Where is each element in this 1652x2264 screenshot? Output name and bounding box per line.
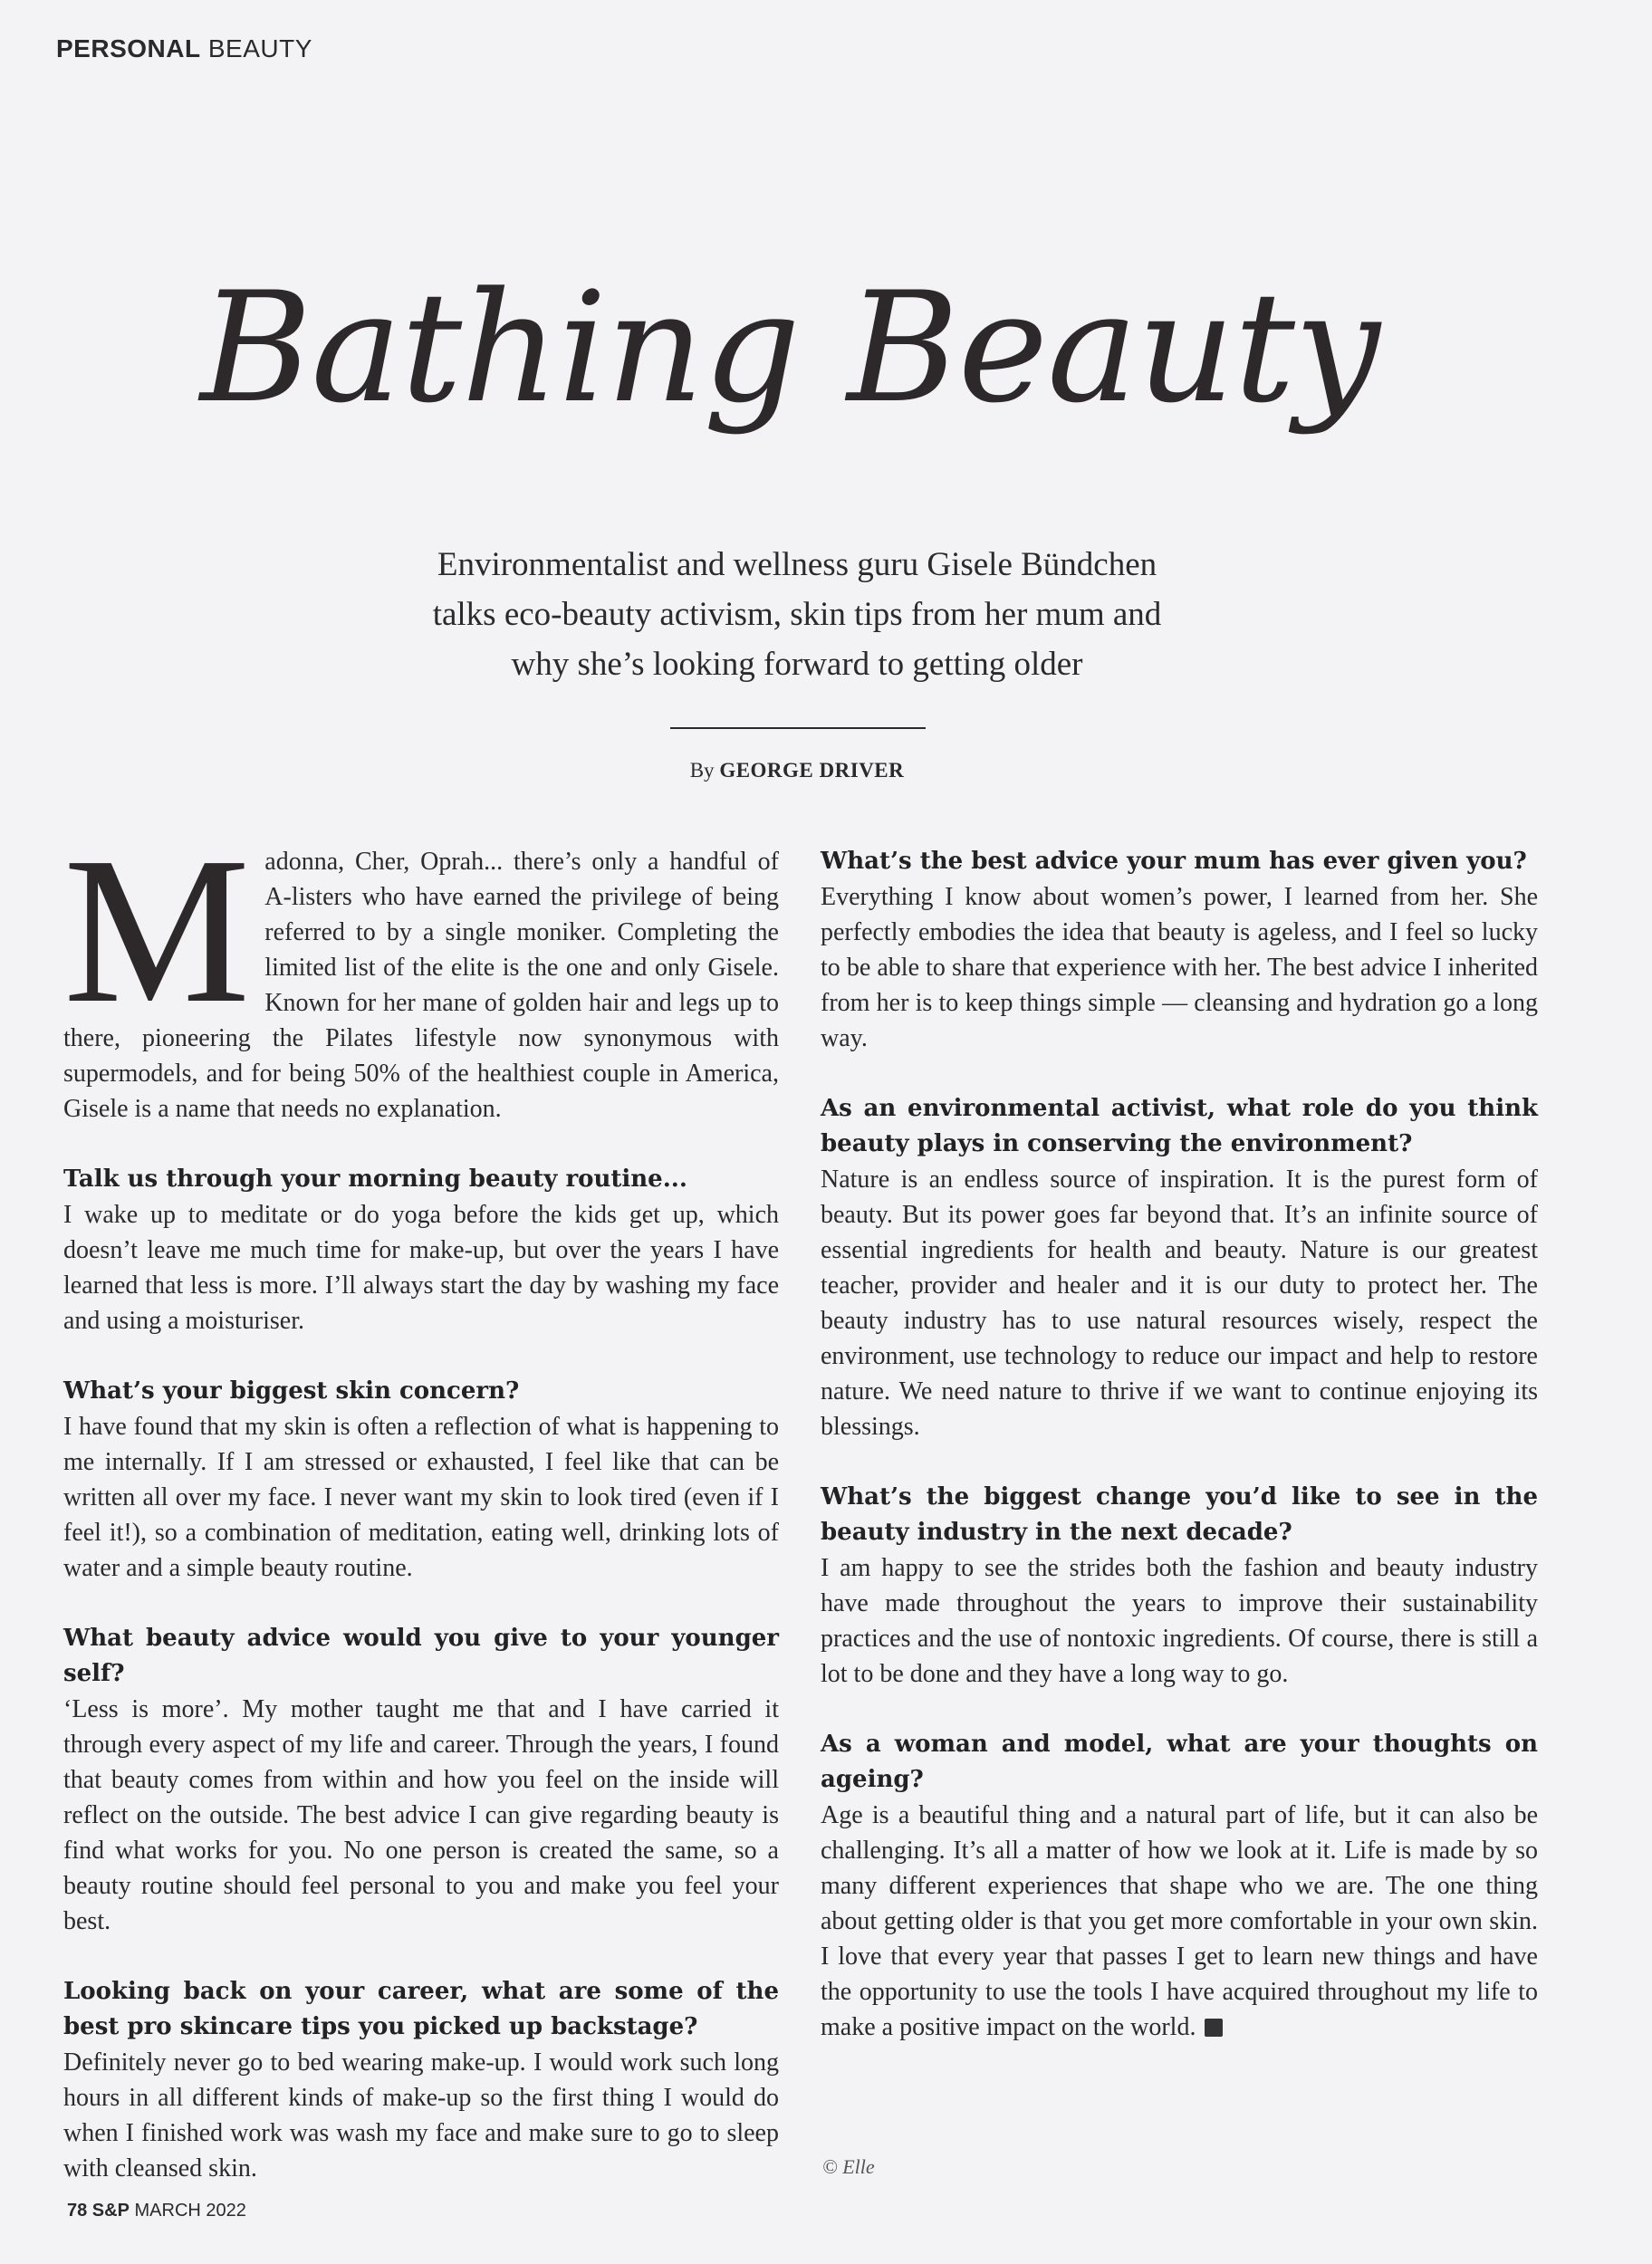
end-of-article-icon <box>1205 2019 1223 2037</box>
photo-credit: © Elle <box>822 2155 875 2178</box>
standfirst-line: why she’s looking forward to getting older <box>511 646 1083 683</box>
section-label-secondary: BEAUTY <box>207 34 312 62</box>
question-heading: What beauty advice would you give to your younger self? <box>63 1625 779 1687</box>
byline-author: GEORGE DRIVER <box>719 759 905 782</box>
standfirst-line: talks eco-beauty activism, skin tips from her mum and <box>432 596 1162 633</box>
left-column <box>63 814 779 2221</box>
divider-rule <box>670 727 926 729</box>
answer-text: Definitely never go to bed wearing make-up. I would work such long hours in all different kinds of make-up so the first thing I would do when I finished work was wash my face and make sure to go to sleep with cleansed skin. <box>63 2048 779 2182</box>
intro-text: adonna, Cher, Oprah... there’s only a handful of A-listers who have earned the privilege of being referred to by a single moniker. Completing the limited list of the elite is the one and only Gisele. Known for her mane of golden hair and legs up to there, pioneering the Pilates lifestyle now synonymous with supermodels, and for being 50% of the healthiest couple in America, Gisele is a name that needs no explanation. <box>63 848 779 1123</box>
answer-text <box>821 1798 1538 2045</box>
qa-block <box>821 1091 1538 1444</box>
question-heading: What’s your biggest skin concern? <box>63 1377 520 1405</box>
question-heading: As a woman and model, what are your thoughts on ageing? <box>821 1731 1538 1793</box>
question-heading: What’s the biggest change you’d like to see in the beauty industry in the next decade? <box>821 1483 1538 1546</box>
answer-text: I am happy to see the strides both the fashion and beauty industry have made throughout the years to improve their sustainability practices and the use of nontoxic ingredients. Of course, there is still a lot to be done and they have a long way to go. <box>821 1554 1538 1688</box>
answer-text: Everything I know about women’s power, I learned from her. She perfectly embodies the idea that beauty is ageless, and I feel so lucky to be able to share that experience with her. The best advice I inherited from her is to keep things simple — cleansing and hydration go a long way. <box>821 883 1538 1052</box>
footer-issue-date: MARCH 2022 <box>134 2201 246 2221</box>
section-label-primary: PERSONAL <box>56 34 201 62</box>
qa-block <box>821 844 1538 1056</box>
standfirst-line: Environmentalist and wellness guru Gisele Bündchen <box>437 546 1157 583</box>
page-footer <box>67 2201 246 2221</box>
question-heading: Looking back on your career, what are some of the best pro skincare tips you picked up backstage? <box>63 1978 779 2040</box>
answer-text: Nature is an endless source of inspiration. It is the purest form of beauty. But its power goes far beyond that. It’s an infinite source of essential ingredients for health and beauty. Nature is our greatest teacher, provider and healer and it is our duty to protect her. The beauty industry has to use natural resources wisely, respect the environment, use technology to reduce our impact and help to restore nature. We need nature to thrive if we want to continue enjoying its blessings. <box>821 1166 1538 1441</box>
article-standfirst <box>344 540 1250 689</box>
qa-block <box>821 1480 1538 1692</box>
byline-prefix: By <box>689 759 715 782</box>
question-heading: As an environmental activist, what role do you think beauty plays in conserving the environment? <box>821 1095 1538 1157</box>
question-heading: Talk us through your morning beauty routine... <box>63 1166 687 1193</box>
qa-block <box>63 1974 779 2186</box>
byline <box>0 759 1594 782</box>
answer-text: I have found that my skin is often a reflection of what is happening to me internally. If I am stressed or exhausted, I feel like that can be written all over my face. I never want my skin to look tired (even if I feel it!), so a combination of meditation, eating well, drinking lots of water and a simple beauty routine. <box>63 1413 779 1582</box>
article-title: Bathing Beauty <box>200 259 1379 436</box>
footer-page-number: 78 S&P <box>67 2201 130 2221</box>
question-heading: What’s the best advice your mum has ever given you? <box>821 848 1527 875</box>
intro-paragraph <box>63 814 779 1127</box>
answer-text: I wake up to meditate or do yoga before the kids get up, which doesn’t leave me much time for make-up, but over the years I have learned that less is more. I’ll always start the day by washing my face and using a moisturiser. <box>63 1201 779 1335</box>
drop-cap: M <box>63 814 251 1047</box>
qa-block <box>63 1374 779 1586</box>
qa-block <box>821 1727 1538 2045</box>
right-column <box>821 844 1538 2080</box>
qa-block <box>63 1621 779 1939</box>
qa-block <box>63 1162 779 1338</box>
section-label <box>56 34 312 63</box>
answer-text: ‘Less is more’. My mother taught me that and I have carried it through every aspect of my life and career. Through the years, I found that beauty comes from within and how you feel on the inside will reflect on the outside. The best advice I can give regarding beauty is find what works for you. No one person is created the same, so a beauty routine should feel personal to you and make you feel your best. <box>63 1695 779 1935</box>
answer-text-body: Age is a beautiful thing and a natural part of life, but it can also be challenging. It’s all a matter of how we look at it. Life is made by so many different experiences that shape who we are. The one thing about getting older is that you get more comfortable in your own skin. I love that every year that passes I get to learn new things and have the opportunity to use the tools I have acquired throughout my life to make a positive impact on the world. <box>821 1801 1538 2041</box>
